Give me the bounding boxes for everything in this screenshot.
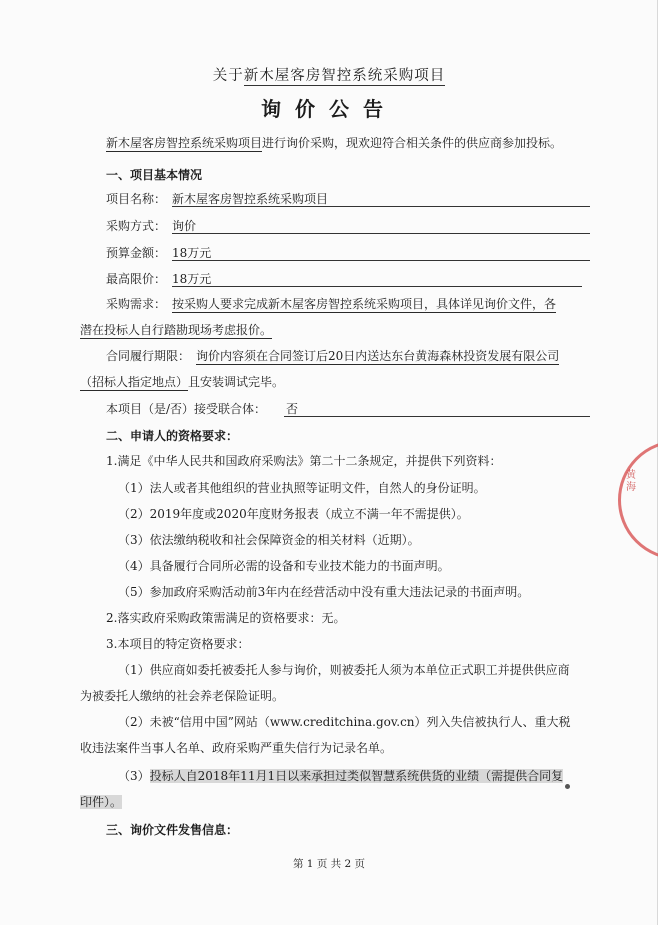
max-price-label: 最高限价： <box>106 272 167 286</box>
company-seal <box>618 440 658 560</box>
consortium-value: 否 <box>286 402 299 416</box>
scan-mark <box>565 784 570 789</box>
demand-line2: 潜在投标人自行踏勘现场考虑报价。 <box>80 323 273 337</box>
max-price-underline <box>172 271 582 287</box>
page-footer: 第 1 页 共 2 页 <box>292 858 366 870</box>
special-req-2-line2: 收违法案件当事人名单、政府采购严重失信行为记录名单。 <box>80 741 393 755</box>
period-line1: 询价内容须在合同签订后20日内送达东台黄海森林投资发展有限公司 <box>196 349 560 363</box>
special-req-2-line1: （2）未被“信用中国”网站（www.creditchina.gov.cn）列入失信被执行人、重大税 <box>118 715 571 729</box>
project-name-label: 项目名称： <box>106 192 167 206</box>
method-underline <box>172 218 590 234</box>
qualification-item-5: （5）参加政府采购活动前3年内在经营活动中没有重大违法记录的书面声明。 <box>118 585 530 599</box>
special-req-1-line1: （1）供应商如委托被委托人参与询价，则被委托人须为本单位正式职工并提供供应商 <box>118 663 570 677</box>
document-heading: 询价公告 <box>261 97 397 121</box>
qualification-p1: 1.满足《中华人民共和国政府采购法》第二十二条规定，并提供下列资料： <box>106 454 502 468</box>
seal-lettering: 黄海 <box>626 470 636 493</box>
period-label: 合同履行期限： <box>106 349 191 363</box>
consortium-label: 本项目（是/否）接受联合体： <box>106 402 267 416</box>
method-value: 询价 <box>172 219 197 233</box>
budget-value: 18万元 <box>172 246 212 260</box>
qualification-item-4: （4）具备履行合同所必需的设备和专业技术能力的书面声明。 <box>118 559 450 573</box>
qualification-p2: 2.落实政府采购政策需满足的资格要求：无。 <box>106 611 346 625</box>
demand-label: 采购需求： <box>106 297 167 311</box>
budget-underline <box>172 245 590 261</box>
demand-line1: 按采购人要求完成新木屋客房智控系统采购项目，具体详见询价文件，各 <box>172 297 557 311</box>
period-line2: （招标人指定地点）且安装调试完毕。 <box>80 375 285 389</box>
qualification-p3: 3.本项目的特定资格要求： <box>106 637 250 651</box>
special-req-3-line2: 印件）。 <box>80 795 123 809</box>
max-price-value: 18万元 <box>172 272 212 286</box>
qualification-item-2: （2）2019年度或2020年度财务报表（成立不满一年不需提供）。 <box>118 507 469 521</box>
intro-paragraph: 新木屋客房智控系统采购项目进行询价采购，现欢迎符合相关条件的供应商参加投标。 <box>106 136 563 150</box>
qualification-item-3: （3）依法缴纳税收和社会保障资金的相关材料（近期）。 <box>118 533 420 547</box>
project-name-value: 新木屋客房智控系统采购项目 <box>172 192 329 206</box>
title-project-name: 新木屋客房智控系统采购项目 <box>243 68 446 84</box>
document-title: 关于新木屋客房智控系统采购项目 <box>212 68 446 84</box>
section1-title: 一、项目基本情况 <box>106 168 203 182</box>
qualification-item-1: （1）法人或者其他组织的营业执照等证明文件，自然人的身份证明。 <box>118 481 486 495</box>
method-label: 采购方式： <box>106 219 167 233</box>
section3-title: 三、询价文件发售信息： <box>106 823 239 837</box>
special-req-3-line1: （3）投标人自2018年11月1日以来承担过类似智慧系统供货的业绩（需提供合同复 <box>118 769 564 783</box>
budget-label: 预算金额： <box>106 246 167 260</box>
special-req-1-line2: 为被委托人缴纳的社会养老保险证明。 <box>80 689 285 703</box>
consortium-underline <box>284 401 590 417</box>
section2-title: 二、申请人的资格要求： <box>106 429 239 443</box>
